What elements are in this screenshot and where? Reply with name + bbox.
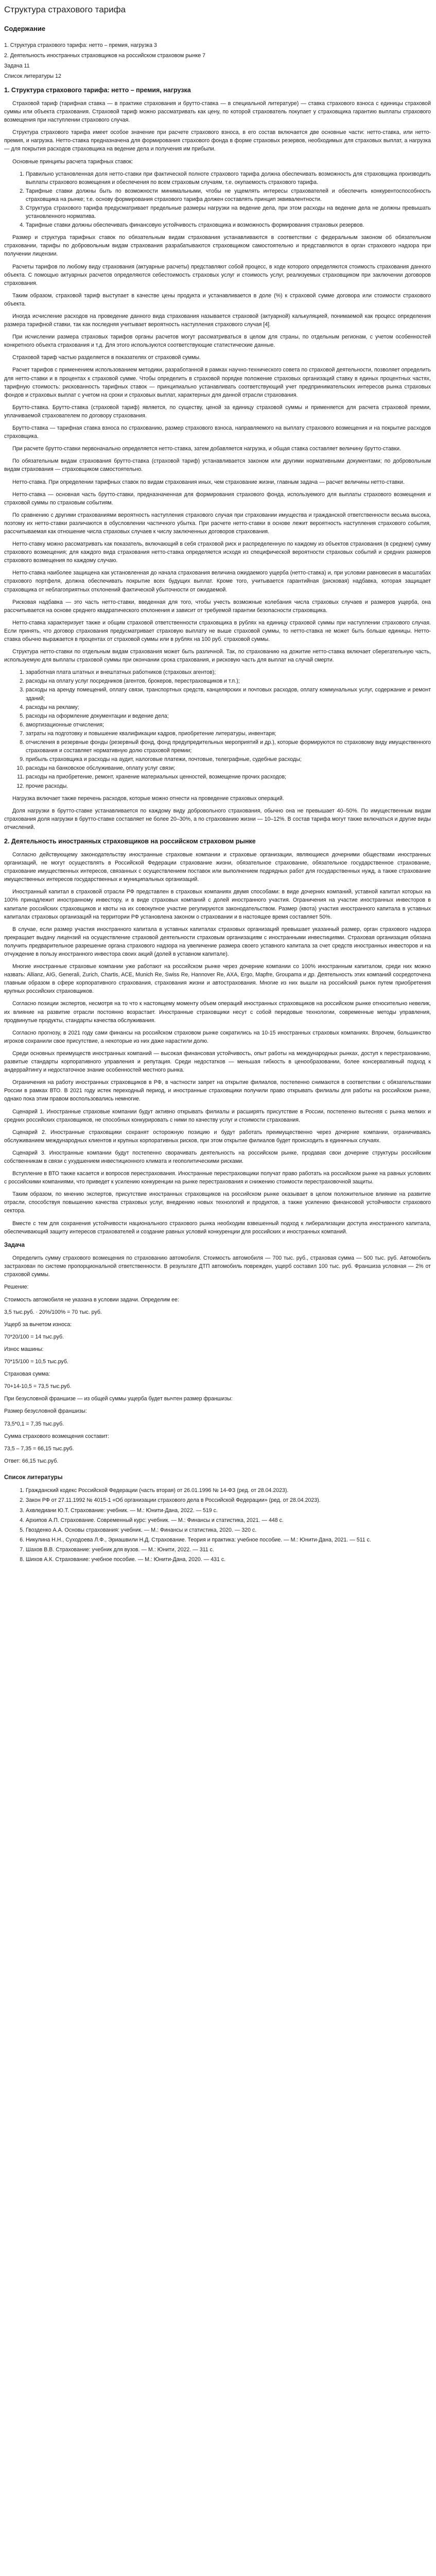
list-item: 5. расходы на оформление документации и ведение дела; [26, 712, 431, 720]
reference-item: 8. Шихов А.К. Страхование: учебное пособие. — М.: Юнити-Дана, 2020. — 431 с. [26, 1555, 431, 1564]
reference-item: 6. Никулина Н.Н., Суходоева Л.Ф., Эриашвили Н.Д. Страхование. Теория и практика: учебное пособие. — М.: Юнити-Дана, 2021. — 511 с. [26, 1536, 431, 1544]
paragraph: Расчеты тарифов по любому виду страхования (актуарные расчеты) представляют собой процесс, в ходе которого определяются стоимость страхования данного объекта. С помощью актуарных расчетов определяются себестоимость страховых услуг и стоимость услуг, реализуемых страховщиком при заключении договоров страхования. [4, 263, 431, 286]
paragraph: Согласно позиции экспертов, несмотря на то что к настоящему моменту объем операций иностранных страховщиков на российском рынке относительно невелик, их влияние на развитие отрасли постоянно возрастает. Иностранные страховщики несут с собой передовые технологии, современные методы управления, продвинутые продукты, стандарты качества обслуживания. [4, 1001, 431, 1024]
list-item: 12. прочие расходы. [26, 782, 431, 790]
reference-item: 5. Гвозденко А.А. Основы страхования: учебник. — М.: Финансы и статистика, 2020. — 320 с. [26, 1526, 431, 1534]
paragraph: Рисковая надбавка — это часть нетто-ставки, введенная для того, чтобы учесть возможные колебания числа страховых случаев и размеров ущерба, она рассчитывается на основе среднего квадратического отклонения и зависит от требуемой гарантии безопасности страховщика. [4, 599, 431, 614]
paragraph: Иногда исчисление расходов на проведение данного вида страхования называется страховой (актуарной) калькуляцией, понимаемой как процесс определения размера тарифной ставки, так как последняя учитывает вероятность наступления страхового случая [4]. [4, 313, 431, 328]
list-item: 9. прибыль страховщика и расходы на аудит, налоговые платежи, почтовые, телеграфные, судебные расходы; [26, 755, 431, 764]
load-items-list [4, 668, 431, 790]
task-solution [4, 1283, 431, 1465]
toc-item[interactable]: Список литературы 12 [4, 73, 61, 79]
paragraph: Страховой тариф (тарифная ставка — в практике страхования и брутто-ставка — в специальной литературе) — ставка страхового взноса с единицы страховой суммы или объекта страхования. Страховой тариф можно рассматривать как цену, по которой страхователь покупает у страховщика гарантию выплаты страхового возмещения при наступлении страхового случая. [4, 100, 431, 124]
list-item: 7. затраты на подготовку и повышение квалификации кадров, приобретение литературы, инвентаря; [26, 730, 431, 738]
document-title: Структура страхового тарифа [4, 5, 126, 14]
solution-step: Ущерб за вычетом износа: [4, 1321, 72, 1328]
paragraph: Среди основных преимуществ иностранных компаний — высокая финансовая устойчивость, опыт работы на международных рынках, доступ к перестрахованию, развитые стандарты корпоративного управления и репутация. Среди недостатков — меньшая гибкость в ценообразовании, более консервативный подход к андеррайтингу и недостаточное знание особенностей местного рынка. [4, 1050, 431, 1074]
paragraph: В случае, если размер участия иностранного капитала в уставных капиталах страховых организаций превышает указанный размер, орган страхового надзора прекращает выдачу лицензий на осуществление страховой деятельности страховым организациям с иностранными инвестициями. Страховая организация обязана получить предварительное разрешение органа страхового надзора на увеличение размера своего уставного капитала за счет средств иностранных инвесторов и на отчуждение в пользу иностранного инвестора своих акций (долей в уставном капитале). [4, 926, 431, 958]
paragraph: Согласно прогнозу, в 2021 году сами финансы на российском страховом рынке сократились на 10-15 иностранных страховых компаниях. Впрочем, большинство игроков сохранили свое присутствие, а некоторые из них даже нарастили долю. [4, 1029, 431, 1044]
paragraph: При исчислении размера страховых тарифов органы расчетов могут рассматриваться в целом для страны, по отдельным регионам, с учетом особенностей конкретного объекта страхования и т.д. Для этого используются соответствующие статистические данные. [4, 334, 431, 349]
toc-item[interactable]: 2. Деятельность иностранных страховщиков на российском страховом рынке 7 [4, 52, 206, 59]
paragraph: Структура страхового тарифа имеет особое значение при расчете страхового взноса, в его состав включается две основные части: нетто-ставка, или нетто-премия, и нагрузка. Нетто-ставка предназначена для формирования страхового фонда в форме страховых резервов, необходимых для страховых выплат, а нагрузка — для покрытия расходов страховщика на ведение дела и получения им прибыли. [4, 129, 431, 152]
paragraph: Нетто-ставка — основная часть брутто-ставки, предназначенная для формирования страхового фонда, используемого для выплаты страхового возмещения и страховой суммы по страховым событиям. [4, 491, 431, 506]
reference-item: 1. Гражданский кодекс Российской Федерации (часть вторая) от 26.01.1996 № 14-ФЗ (ред. от 28.04.2023). [26, 1486, 431, 1495]
solution-step: Размер безусловной франшизы: [4, 1408, 87, 1415]
references-heading: Список литературы [4, 1474, 63, 1481]
list-item: 10. расходы на банковское обслуживание, оплату услуг связи; [26, 764, 431, 772]
solution-step: При безусловной франшизе — из общей суммы ущерба будет вычтен размер франшизы: [4, 1396, 233, 1402]
task-heading: Задача [4, 1242, 25, 1248]
solution-step: 73,5 – 7,35 = 66,15 тыс.руб. [4, 1445, 74, 1452]
table-of-contents [4, 41, 431, 80]
task-statement: Определить сумму страхового возмещения по страхованию автомобиля. Стоимость автомобиля — 700 тыс. руб., страховая сумма — 500 тыс. руб. Автомобиль застрахован по системе пропорциональной ответственности. В результате ДТП автомобиль поврежден, ущерб составил 100 тыс. руб. Франшиза условная — 2% от страховой суммы. [4, 1255, 431, 1278]
paragraph: Нетто-ставка. При определении тарифных ставок по видам страхования иных, чем страхование жизни, главным задача — расчет величины нетто-ставки. [12, 479, 405, 485]
paragraph: Брутто-ставка. Брутто-ставка (страховой тариф) является, по существу, ценой за единицу страховой суммы и применяется для расчета страховой премии, уплачиваемой страхователем по договору страхования. [4, 404, 431, 419]
paragraph: Сценарий 2. Иностранные страховщики сохранят осторожную позицию и будут работать преимущественно через дочерние компании, ограничиваясь обслуживанием международных клиентов и крупных корпоративных рисков, при этом открытие филиалов будет происходить в единичных случаях. [4, 1129, 431, 1144]
paragraph: Сценарий 1. Иностранные страховые компании будут активно открывать филиалы и расширять присутствие в России, постепенно вытесняя с рынка мелких и средних российских страховщиков, не способных конкурировать с ними по качеству услуг и стоимости страхования. [4, 1108, 431, 1123]
paragraph: Брутто-ставка — тарифная ставка взноса по страхованию, размер страхового взноса, направляемого на выплату страхового возмещения и на покрытие расходов страховщика. [4, 425, 431, 440]
solution-step: 70*20/100 = 14 тыс.руб. [4, 1333, 64, 1340]
paragraph: Таким образом, по мнению экспертов, присутствие иностранных страховщиков на российском рынке оказывает в целом положительное влияние на развитие отрасли, способствуя повышению качества страховых услуг, внедрению новых технологий и продуктов, а также усилению финансовой устойчивости страхового сектора. [4, 1191, 431, 1214]
paragraph: Ограничения на работу иностранных страховщиков в РФ, в частности запрет на открытие филиалов, постепенно снимаются в соответствии с обязательствами России в рамках ВТО. В 2021 году истек переходный период, и иностранные страховщики получили право открывать филиалы для работы на российском рынке, однако пока этим правом воспользовались немногие. [4, 1079, 431, 1103]
paragraph: Таким образом, страховой тариф выступает в качестве цены продукта и устанавливается в доле (%) к страховой сумме договора или стоимости страхового объекта. [4, 292, 431, 307]
solution-step: 70*15/100 = 10,5 тыс.руб. [4, 1359, 68, 1365]
list-item: 4. расходы на рекламу; [26, 703, 431, 711]
solution-step: 70+14-10,5 = 73,5 тыс.руб. [4, 1383, 72, 1390]
list-item: 8. отчисления в резервные фонды (резервный фонд, фонд предупредительных мероприятий и др.), которые формируются по страховому виду имущественного страхования и составляет нормативную долю страховой премии; [26, 738, 431, 755]
reference-item: 7. Шахов В.В. Страхование: учебник для вузов. — М.: Юнити, 2022. — 311 с. [26, 1546, 431, 1554]
solution-step: Сумма страхового возмещения составит: [4, 1433, 109, 1439]
reference-item: 3. Ахвледиани Ю.Т. Страхование: учебник. — М.: Юнити-Дана, 2022. — 519 с. [26, 1506, 431, 1515]
solution-label: Решение: [4, 1284, 29, 1291]
paragraph: Нетто-ставку можно рассматривать как показатель, включающий в себя страховой риск и распределенную по каждому из объектов страхования (в среднем) сумму страхового возмещения; для каждого вида страхования нетто-ставка определяется исходя из специфической вероятности страховых событий и средних размеров страхового возмещения по каждому случаю. [4, 541, 431, 564]
contents-heading: Содержание [4, 24, 46, 32]
paragraph: Страховой тариф частью разделяется в показателях от страховой суммы. [12, 354, 201, 361]
list-item: 1. Правильно установленная доля нетто-ставки при фактической полноте страхового тарифа должна обеспечивать возможность для страховщика производить выплаты страхового возмещения и обеспечения по всем страховым случаям, т.е. окупаемость страхового тарифа. [26, 170, 431, 187]
solution-step: Стоимость автомобиля не указана в условии задачи. Определим ее: [4, 1296, 179, 1303]
paragraph: Доля нагрузки в брутто-ставке устанавливается по каждому виду добровольного страхования, обычно она не превышает 40–50%. По имущественным видам страхования доля нагрузки в брутто-ставке составляет не более 20–30%, а по страхованию жизни — 10–12%. В состав тарифа могут также включаться и другие виды отчислений. [4, 807, 431, 831]
principles-list [4, 170, 431, 230]
solution-step: Страховая сумма: [4, 1371, 50, 1378]
solution-step: 3,5 тыс.руб. · 20%/100% = 70 тыс. руб. [4, 1309, 102, 1315]
paragraph: По сравнению с другими страхованиями вероятность наступления страхового случая при страховании имущества и гражданской ответственности весьма высока, поэтому их нетто-ставки различаются в обусловлении частичного убытка. При расчете нетто-ставки в основе лежит вероятность наступления страхового события, рассчитываемая как отношение числа страховых случаев к числу заключенных договоров страхования. [4, 512, 431, 535]
paragraph: Нагрузка включает также перечень расходов, которые можно отнести на проведение страховых операций. [12, 795, 284, 802]
paragraph: Согласно действующему законодательству иностранные страховые компании и страховые организации, являющиеся дочерними обществами иностранных организаций, не могут осуществлять в Российской Федерации страхование жизни, обязательное страхование, обязательное государственное страхование, страхование имущественных интересов, связанных с осуществлением поставок или выполнением подрядных работ для государственных нужд, а также страхование имущественных интересов государственных и муниципальных организаций. [4, 851, 431, 883]
chapter2-heading: 2. Деятельность иностранных страховщиков на российском страховом рынке [4, 837, 256, 845]
paragraph: Иностранный капитал в страховой отрасли РФ представлен в страховых компаниях двумя способами: в виде дочерних компаний, уставной капитал которых на 100% принадлежит иностранному инвестору, и в виде страховых компаний с долей иностранного участия. Ограничения на участие иностранных инвесторов в капитале российских страховщиков и квоты на их совокупное участие регулируются законодательством. Размер (квота) участия иностранного капитала в уставных капиталах страховых организаций на территории РФ установлена законом о страховании и в настоящее время составляет 50%. [4, 889, 431, 920]
paragraph: По обязательным видам страхования брутто-ставка (страховой тариф) устанавливается законом или другими нормативными документами; по добровольным видам страхования — страховщиком самостоятельно. [4, 458, 431, 473]
paragraph: Основные принципы расчета тарифных ставок: [12, 158, 133, 165]
paragraph: Вступление в ВТО также касается и вопросов перестрахования. Иностранные перестраховщики получат право работать на российском рынке на равных условиях с российскими компаниями, что приведет к усилению конкуренции на рынке перестрахования и снижению стоимости перестраховочной защиты. [4, 1171, 431, 1185]
reference-item: 4. Архипов А.П. Страхование. Современный курс: учебник. — М.: Финансы и статистика, 2021. — 448 с. [26, 1516, 431, 1524]
solution-step: 73,5*0,1 = 7,35 тыс.руб. [4, 1420, 64, 1427]
toc-item[interactable]: Задача 11 [4, 62, 30, 69]
list-item: 1. заработная плата штатных и внештатных работников (страховых агентов); [26, 668, 431, 676]
paragraph: Многие иностранные страховые компании уже работают на российском рынке через дочерние компании со 100% иностранным капиталом, среди них можно назвать: Allianz, AIG, Generali, Zurich, Chartis, ACE, Munich Re, Swiss Re, Hannover Re, AXA, Ergo, Mapfre, Groupama и др. Деятельность этих компаний сосредоточена главным образом в сфере корпоративного страхования, страхования жизни и автострахования. Многие из них вышли на российский рынок путем приобретения крупных российских страховщиков. [4, 963, 431, 995]
solution-step: Износ машины: [4, 1346, 44, 1352]
paragraph: Структура нетто-ставки по отдельным видам страхования может быть различной. Так, по страхованию на дожитие нетто-ставка включает сберегательную часть, используемую для выплаты страховой суммы при окончании срока страхования, и рисковую часть для выплат на случай смерти. [4, 649, 431, 664]
list-item: 6. амортизационные отчисления; [26, 721, 431, 729]
paragraph: Размер и структура тарифных ставок по обязательным видам страхования устанавливаются в соответствии с федеральным законом об обязательном страховании, тарифы по добровольным видам страхования разрабатываются страховщиком самостоятельно и представляются в орган страхового надзора при получении лицензии. [4, 234, 431, 258]
reference-item: 2. Закон РФ от 27.11.1992 № 4015-1 «Об организации страхового дела в Российской Федерации» (ред. от 28.04.2023). [26, 1496, 431, 1504]
toc-item[interactable]: 1. Структура страхового тарифа: нетто – премия, нагрузка 3 [4, 42, 157, 48]
references-list [4, 1486, 431, 1564]
paragraph: Нетто-ставка наиболее защищена как установленная до начала страхования величина ожидаемого ущерба (нетто-ставка) и, при условии равновесия в масштабах страхового портфеля, должна обеспечивать покрытие всех будущих выплат. Кроме того, учитывается гарантийная (рисковая) надбавка, которая защищает страховщика от неблагоприятных отклонений фактической убыточности от ожидаемой. [4, 570, 431, 593]
solution-answer: Ответ: 66,15 тыс.руб. [4, 1458, 59, 1464]
list-item: 3. расходы на аренду помещений, оплату связи, транспортных средств, канцелярских и почтовых расходов, оплату коммунальных услуг, содержание и ремонт зданий; [26, 686, 431, 702]
paragraph: Вместе с тем для сохранения устойчивости национального страхового рынка необходим взвешенный подход к либерализации доступа иностранного капитала, обеспечивающий защиту интересов страхователей и создание равных условий конкуренции для российских и иностранных компаний. [4, 1220, 431, 1235]
chapter1-heading: 1. Структура страхового тарифа: нетто – премия, нагрузка [4, 86, 191, 94]
list-item: 11. расходы на приобретение, ремонт, хранение материальных ценностей, возмещение прочих расходов; [26, 773, 431, 781]
paragraph: Нетто-ставка характеризует также и общим страховой ответственности страховщика в рублях на единицу страховой суммы при наступлении страхового случая. Если принять, что договор страхования предусматривает страховую выплату не выше страховой суммы, то нетто-ставка не может быть больше единицы. Нетто-ставка обычно выражается в процентах от страховой суммы или в рублях на 100 руб. страховой суммы. [4, 619, 431, 643]
list-item: 3. Структура страхового тарифа предусматривает предельные размеры нагрузки на ведение дела, при этом расходы на ведение дела не должны превышать установленного норматива. [26, 204, 431, 221]
paragraph: Расчет тарифов с применением использованием методики, разработанной в рамках научно-технического совета по страховой деятельности, позволяет определить для нетто-ставки и в процентах к страховой сумме. Чтобы определить в страховой порядке положение страховых организаций ставку в единых процентных частях, тарифную стоимость: рискованность тарифных ставок — принципиально устанавливать соответствующий учет предпринимательских интересов рынка страховых фондов и страховых выплат с учетом на сроки и страховых выплат, характерных для данной отрасли страхования. [4, 367, 431, 398]
paragraph: При расчете брутто-ставки первоначально определяется нетто-ставка, затем добавляется нагрузка, и общая ставка составляет величину брутто-ставки. [12, 446, 402, 452]
list-item: 2. Тарифные ставки должны быть по возможности минимальными, чтобы не ущемлять интересы страхователей и обеспечить конкурентоспособность страховщика на рынке; т.е. основу формирования страхового тарифа должен составлять принцип эквивалентности. [26, 187, 431, 204]
paragraph: Сценарий 3. Иностранные компании будут постепенно сворачивать деятельность на российском рынке, продавая свои дочерние структуры российским собственникам в связи с ухудшением инвестиционного климата и геополитическими рисками. [4, 1149, 431, 1164]
list-item: 2. расходы на оплату услуг посредников (агентов, брокеров, перестраховщиков и т.п.); [26, 677, 431, 685]
list-item: 4. Тарифные ставки должны обеспечивать финансовую устойчивость страховщика и возможность формирования страховых резервов. [26, 221, 431, 229]
